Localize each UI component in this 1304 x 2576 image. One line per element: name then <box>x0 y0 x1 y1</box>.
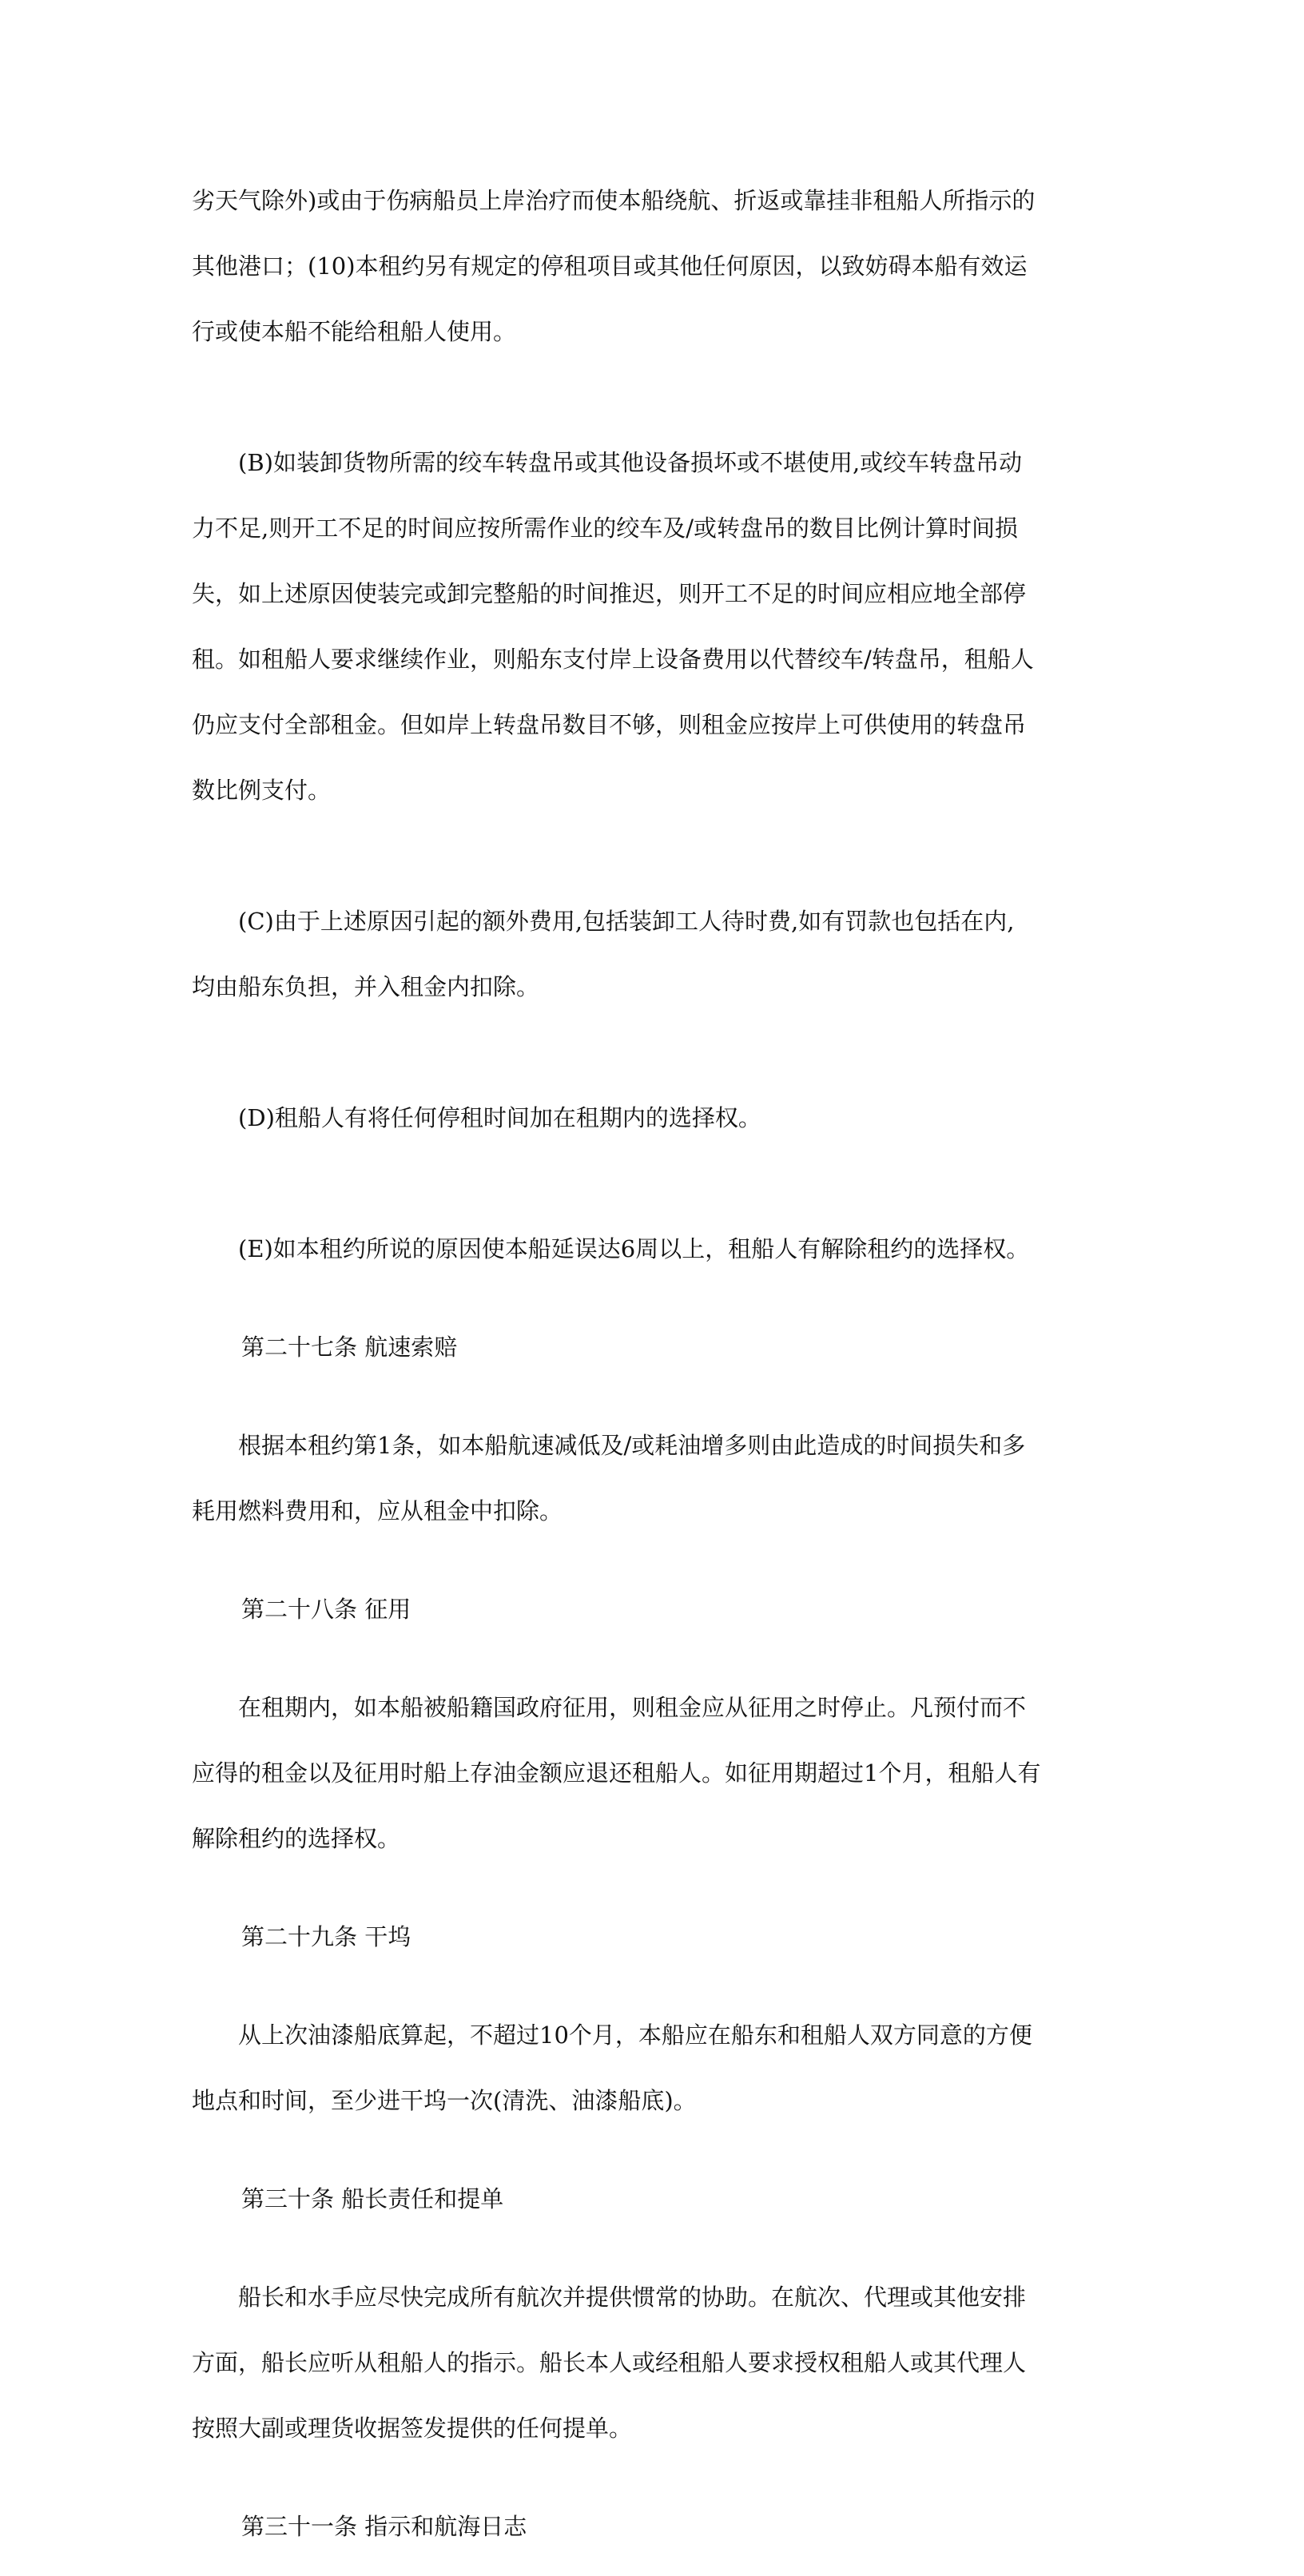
document-page <box>192 152 1111 2576</box>
paragraph-offhire-causes-continued <box>192 152 1111 381</box>
article-28-heading: 第二十八条 征用 <box>241 1596 411 1623</box>
text-line: 力不足,则开工不足的时间应按所需作业的绞车及/或转盘吊的数目比例计算时间损 <box>192 515 1018 542</box>
text-line: 行或使本船不能给租船人使用。 <box>192 318 517 345</box>
text-line: 应得的租金以及征用时船上存油金额应退还租船人。如征用期超过1个月，租船人有 <box>192 1759 1041 1787</box>
article-31-heading: 第三十一条 指示和航海日志 <box>241 2513 527 2540</box>
text-line: 在租期内，如本船被船籍国政府征用，则租金应从征用之时停止。凡预付而不 <box>192 1694 1027 1721</box>
text-line: 方面，船长应听从租船人的指示。船长本人或经租船人要求授权租船人或其代理人 <box>192 2349 1027 2376</box>
paragraph-article-27 <box>192 1397 1111 1560</box>
text-line: 按照大副或理货收据签发提供的任何提单。 <box>192 2415 633 2442</box>
text-line: 数比例支付。 <box>192 777 332 804</box>
paragraph-clause-e <box>192 1200 1111 1298</box>
text-line: (E)如本租约所说的原因使本船延误达6周以上，租船人有解除租约的选择权。 <box>192 1235 1030 1262</box>
text-line: 失，如上述原因使装完或卸完整船的时间推迟，则开工不足的时间应相应地全部停 <box>192 580 1027 607</box>
text-line: 仍应支付全部租金。但如岸上转盘吊数目不够，则租金应按岸上可供使用的转盘吊 <box>192 711 1027 738</box>
paragraph-clause-c <box>192 873 1111 1036</box>
text-line: 其他港口；(10)本租约另有规定的停租项目或其他任何原因，以致妨碍本船有效运 <box>192 252 1028 280</box>
text-line: 解除租约的选择权。 <box>192 1825 401 1852</box>
text-line: 劣天气除外)或由于伤病船员上岸治疗而使本船绕航、折返或靠挂非租船人所指示的 <box>192 187 1036 214</box>
text-line: 船长和水手应尽快完成所有航次并提供惯常的协助。在航次、代理或其他安排 <box>192 2284 1027 2311</box>
article-27-heading: 第二十七条 航速索赔 <box>241 1334 458 1361</box>
article-30-heading: 第三十条 船长责任和提单 <box>241 2185 504 2212</box>
text-line: 地点和时间，至少进干坞一次(清洗、油漆船底)。 <box>192 2087 697 2114</box>
text-line: (B)如装卸货物所需的绞车转盘吊或其他设备损坏或不堪使用,或绞车转盘吊动 <box>192 449 1023 476</box>
text-line: (D)租船人有将任何停租时间加在租期内的选择权。 <box>192 1104 761 1131</box>
paragraph-clause-b <box>192 414 1111 840</box>
text-line: 均由船东负担，并入租金内扣除。 <box>192 973 540 1000</box>
paragraph-article-30 <box>192 2248 1111 2478</box>
text-line: (C)由于上述原因引起的额外费用,包括装卸工人待时费,如有罚款也包括在内, <box>192 908 1015 935</box>
text-line: 从上次油漆船底算起，不超过10个月，本船应在船东和租船人双方同意的方便 <box>192 2021 1032 2049</box>
paragraph-article-29 <box>192 1986 1111 2150</box>
paragraph-article-28 <box>192 1659 1111 1888</box>
paragraph-clause-d <box>192 1069 1111 1167</box>
text-line: 根据本租约第1条，如本船航速减低及/或耗油增多则由此造成的时间损失和多 <box>192 1432 1026 1459</box>
article-29-heading: 第二十九条 干坞 <box>241 1923 411 1950</box>
text-line: 耗用燃料费用和，应从租金中扣除。 <box>192 1497 563 1525</box>
text-line: 租。如租船人要求继续作业，则船东支付岸上设备费用以代替绞车/转盘吊，租船人 <box>192 646 1034 673</box>
